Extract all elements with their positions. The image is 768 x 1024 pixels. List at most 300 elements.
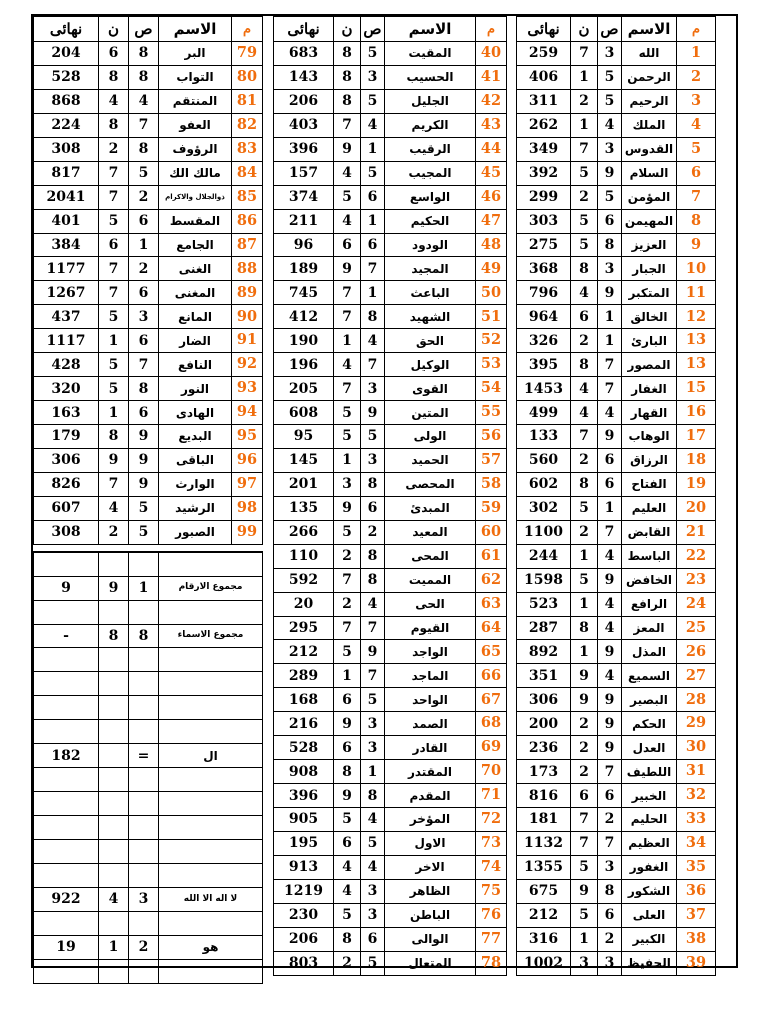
row-number: 44 <box>476 137 507 161</box>
name-cell: الحكم <box>622 712 677 736</box>
summary-n <box>99 768 129 792</box>
n-value: 8 <box>571 616 598 640</box>
row-number: 7 <box>677 185 716 209</box>
header-name: الاسم <box>385 17 476 42</box>
table-row <box>517 808 716 832</box>
name-cell: الصبور <box>159 520 232 544</box>
table-row <box>34 257 263 281</box>
name-cell: الصمد <box>385 712 476 736</box>
s-value: 9 <box>598 161 622 185</box>
n-value: 2 <box>334 544 361 568</box>
name-cell: المغنى <box>159 281 232 305</box>
final-value: 412 <box>274 305 334 329</box>
final-value: 1132 <box>517 831 571 855</box>
s-value: 9 <box>598 425 622 449</box>
n-value: 9 <box>334 137 361 161</box>
final-value: 168 <box>274 688 334 712</box>
final-value: 803 <box>274 951 334 975</box>
s-value: 5 <box>361 951 385 975</box>
table-row <box>34 496 263 520</box>
n-value: 6 <box>334 688 361 712</box>
summary-n <box>99 816 129 840</box>
header-n: ن <box>571 17 598 42</box>
final-value: 205 <box>274 377 334 401</box>
table-row <box>34 137 263 161</box>
table-row <box>34 185 263 209</box>
s-value: 3 <box>361 377 385 401</box>
n-value: 5 <box>571 855 598 879</box>
row-number: 74 <box>476 855 507 879</box>
summary-s: = <box>129 744 159 768</box>
summary-row <box>34 552 263 576</box>
row-number: 67 <box>476 688 507 712</box>
final-value: 826 <box>34 472 99 496</box>
row-number: 80 <box>232 65 263 89</box>
final-value: 195 <box>274 831 334 855</box>
s-value: 4 <box>598 401 622 425</box>
summary-row <box>34 839 263 863</box>
row-number: 29 <box>677 712 716 736</box>
row-number: 81 <box>232 89 263 113</box>
table-row <box>517 209 716 233</box>
n-value: 2 <box>571 520 598 544</box>
final-value: 1355 <box>517 855 571 879</box>
header-number: م <box>232 17 263 42</box>
row-number: 38 <box>677 927 716 951</box>
name-cell: المعيد <box>385 520 476 544</box>
final-value: 275 <box>517 233 571 257</box>
row-number: 82 <box>232 113 263 137</box>
name-cell: العليم <box>622 496 677 520</box>
name-cell: الودود <box>385 233 476 257</box>
summary-row <box>34 696 263 720</box>
summary-label <box>159 552 263 576</box>
row-number: 98 <box>232 496 263 520</box>
table-row <box>274 784 507 808</box>
s-value: 1 <box>361 209 385 233</box>
row-number: 78 <box>476 951 507 975</box>
s-value: 2 <box>598 808 622 832</box>
summary-final: 922 <box>34 887 99 911</box>
table-row <box>517 688 716 712</box>
table-row <box>34 42 263 66</box>
row-number: 34 <box>677 831 716 855</box>
s-value: 1 <box>129 233 159 257</box>
table-row <box>274 855 507 879</box>
n-value: 3 <box>571 951 598 975</box>
s-value: 7 <box>598 831 622 855</box>
row-number: 52 <box>476 329 507 353</box>
name-cell: الله <box>622 42 677 66</box>
final-value: 302 <box>517 496 571 520</box>
name-cell: النافع <box>159 353 232 377</box>
row-number: 22 <box>677 544 716 568</box>
summary-s <box>129 816 159 840</box>
table-row <box>517 448 716 472</box>
table-row <box>517 520 716 544</box>
table-row <box>517 712 716 736</box>
table-row <box>517 616 716 640</box>
summary-label <box>159 768 263 792</box>
table-row <box>274 688 507 712</box>
summary-label <box>159 816 263 840</box>
final-value: 964 <box>517 305 571 329</box>
s-value: 5 <box>598 185 622 209</box>
final-value: 406 <box>517 65 571 89</box>
row-number: 30 <box>677 736 716 760</box>
summary-s <box>129 839 159 863</box>
final-value: 299 <box>517 185 571 209</box>
name-cell: المؤمن <box>622 185 677 209</box>
final-value: 308 <box>34 520 99 544</box>
name-cell: الرافع <box>622 592 677 616</box>
s-value: 7 <box>598 353 622 377</box>
n-value: 2 <box>571 760 598 784</box>
s-value: 6 <box>129 281 159 305</box>
final-value: 396 <box>274 784 334 808</box>
name-cell: القيوم <box>385 616 476 640</box>
final-value: 607 <box>34 496 99 520</box>
table-row <box>34 353 263 377</box>
row-number: 28 <box>677 688 716 712</box>
row-number: 35 <box>677 855 716 879</box>
name-cell: القادر <box>385 736 476 760</box>
n-value: 7 <box>334 377 361 401</box>
final-value: 817 <box>34 161 99 185</box>
n-value: 1 <box>99 329 129 353</box>
n-value: 8 <box>571 472 598 496</box>
final-value: 349 <box>517 137 571 161</box>
summary-s <box>129 768 159 792</box>
summary-n <box>99 911 129 935</box>
n-value: 2 <box>99 520 129 544</box>
table-row <box>34 425 263 449</box>
name-cell: العدل <box>622 736 677 760</box>
n-value: 2 <box>571 329 598 353</box>
row-number: 68 <box>476 712 507 736</box>
summary-label: هو <box>159 935 263 959</box>
name-cell: المبدئ <box>385 496 476 520</box>
name-cell: المهيمن <box>622 209 677 233</box>
n-value: 8 <box>334 760 361 784</box>
name-cell: الوارث <box>159 472 232 496</box>
n-value: 5 <box>334 808 361 832</box>
n-value: 9 <box>334 784 361 808</box>
summary-final: - <box>34 624 99 648</box>
name-cell: الباسط <box>622 544 677 568</box>
gap-cell <box>232 544 263 552</box>
s-value: 6 <box>598 209 622 233</box>
table-row <box>34 65 263 89</box>
s-value: 4 <box>598 592 622 616</box>
n-value: 4 <box>334 353 361 377</box>
row-number: 93 <box>232 377 263 401</box>
name-cell: المصور <box>622 353 677 377</box>
n-value: 9 <box>334 712 361 736</box>
summary-label: مجموع الاسماء <box>159 624 263 648</box>
table-row <box>274 544 507 568</box>
s-value: 3 <box>598 855 622 879</box>
summary-label <box>159 839 263 863</box>
final-value: 236 <box>517 736 571 760</box>
table-row <box>274 185 507 209</box>
n-value: 8 <box>99 65 129 89</box>
row-number: 76 <box>476 903 507 927</box>
final-value: 796 <box>517 281 571 305</box>
s-value: 7 <box>361 616 385 640</box>
n-value: 5 <box>334 903 361 927</box>
table-row <box>274 831 507 855</box>
table-row <box>34 113 263 137</box>
row-number: 92 <box>232 353 263 377</box>
summary-s <box>129 911 159 935</box>
table-row <box>274 448 507 472</box>
n-value: 7 <box>99 185 129 209</box>
name-cell: الواحد <box>385 688 476 712</box>
final-value: 230 <box>274 903 334 927</box>
table-row <box>517 281 716 305</box>
s-value: 8 <box>129 65 159 89</box>
name-cell: البارئ <box>622 329 677 353</box>
final-value: 212 <box>274 640 334 664</box>
s-value: 9 <box>598 640 622 664</box>
summary-final <box>34 863 99 887</box>
n-value: 8 <box>334 927 361 951</box>
summary-row <box>34 600 263 624</box>
table-row <box>517 401 716 425</box>
n-value: 5 <box>99 353 129 377</box>
row-number: 25 <box>677 616 716 640</box>
row-number: 60 <box>476 520 507 544</box>
final-value: 216 <box>274 712 334 736</box>
row-number: 13 <box>677 329 716 353</box>
final-value: 528 <box>274 736 334 760</box>
name-cell: المعز <box>622 616 677 640</box>
s-value: 3 <box>361 879 385 903</box>
s-value: 4 <box>361 592 385 616</box>
final-value: 173 <box>517 760 571 784</box>
name-cell: المانع <box>159 305 232 329</box>
final-value: 316 <box>517 927 571 951</box>
row-number: 1 <box>677 42 716 66</box>
s-value: 9 <box>598 688 622 712</box>
n-value: 1 <box>571 544 598 568</box>
n-value: 6 <box>334 233 361 257</box>
n-value: 8 <box>571 353 598 377</box>
summary-row <box>34 887 263 911</box>
final-value: 592 <box>274 568 334 592</box>
n-value: 9 <box>334 496 361 520</box>
header-final: نهائى <box>517 17 571 42</box>
table-row <box>274 640 507 664</box>
table-row <box>517 831 716 855</box>
final-value: 110 <box>274 544 334 568</box>
final-value: 211 <box>274 209 334 233</box>
summary-row <box>34 959 263 983</box>
final-value: 437 <box>34 305 99 329</box>
summary-n <box>99 648 129 672</box>
row-number: 32 <box>677 784 716 808</box>
row-number: 50 <box>476 281 507 305</box>
final-value: 396 <box>274 137 334 161</box>
n-value: 5 <box>571 209 598 233</box>
summary-final <box>34 552 99 576</box>
name-cell: البر <box>159 42 232 66</box>
table-row <box>517 784 716 808</box>
s-value: 7 <box>598 377 622 401</box>
row-number: 73 <box>476 831 507 855</box>
row-number: 19 <box>677 472 716 496</box>
row-number: 20 <box>677 496 716 520</box>
n-value: 8 <box>99 425 129 449</box>
row-number: 86 <box>232 209 263 233</box>
row-number: 96 <box>232 448 263 472</box>
row-number: 83 <box>232 137 263 161</box>
n-value: 2 <box>99 137 129 161</box>
final-value: 560 <box>517 448 571 472</box>
final-value: 683 <box>274 42 334 66</box>
final-value: 179 <box>34 425 99 449</box>
table-row <box>34 401 263 425</box>
summary-label <box>159 959 263 983</box>
header-s: ص <box>598 17 622 42</box>
summary-final <box>34 768 99 792</box>
final-value: 908 <box>274 760 334 784</box>
n-value: 4 <box>99 89 129 113</box>
n-value: 9 <box>334 257 361 281</box>
name-cell: الكبير <box>622 927 677 951</box>
summary-final <box>34 792 99 816</box>
row-number: 18 <box>677 448 716 472</box>
n-value: 4 <box>334 879 361 903</box>
name-cell: الاخر <box>385 855 476 879</box>
row-number: 89 <box>232 281 263 305</box>
table-row <box>274 209 507 233</box>
gap-cell <box>34 544 99 552</box>
table-row <box>517 89 716 113</box>
header-number: م <box>476 17 507 42</box>
table-row <box>517 377 716 401</box>
summary-n: 1 <box>99 935 129 959</box>
table-row <box>274 472 507 496</box>
name-cell: الرحمن <box>622 65 677 89</box>
row-number: 37 <box>677 903 716 927</box>
s-value: 3 <box>598 42 622 66</box>
s-value: 5 <box>129 520 159 544</box>
table-row <box>34 89 263 113</box>
table-row <box>274 616 507 640</box>
n-value: 7 <box>334 305 361 329</box>
summary-n <box>99 839 129 863</box>
table-row <box>274 89 507 113</box>
name-cell: القهار <box>622 401 677 425</box>
name-cell: الحفيظ <box>622 951 677 975</box>
row-number: 72 <box>476 808 507 832</box>
n-value: 5 <box>334 401 361 425</box>
table-row <box>517 903 716 927</box>
s-value: 5 <box>598 89 622 113</box>
summary-final <box>34 672 99 696</box>
summary-n: 4 <box>99 887 129 911</box>
s-value: 7 <box>598 520 622 544</box>
summary-s: 8 <box>129 624 159 648</box>
summary-label <box>159 672 263 696</box>
table-row <box>517 592 716 616</box>
row-number: 75 <box>476 879 507 903</box>
summary-label <box>159 648 263 672</box>
table-row <box>274 592 507 616</box>
header-number: م <box>677 17 716 42</box>
table-row <box>274 401 507 425</box>
s-value: 6 <box>361 185 385 209</box>
s-value: 8 <box>361 305 385 329</box>
summary-final <box>34 696 99 720</box>
s-value: 3 <box>361 448 385 472</box>
s-value: 1 <box>598 305 622 329</box>
s-value: 6 <box>598 784 622 808</box>
n-value: 1 <box>571 65 598 89</box>
final-value: 1117 <box>34 329 99 353</box>
final-value: 244 <box>517 544 571 568</box>
s-value: 9 <box>598 281 622 305</box>
name-cell: السلام <box>622 161 677 185</box>
n-value: 1 <box>571 927 598 951</box>
name-cell: المحصى <box>385 472 476 496</box>
table-row <box>274 425 507 449</box>
summary-s <box>129 959 159 983</box>
summary-s <box>129 696 159 720</box>
s-value: 5 <box>361 425 385 449</box>
name-cell: الرزاق <box>622 448 677 472</box>
tables-container <box>33 16 736 972</box>
s-value: 7 <box>361 664 385 688</box>
n-value: 6 <box>334 736 361 760</box>
n-value: 7 <box>99 257 129 281</box>
table-row <box>274 377 507 401</box>
s-value: 8 <box>129 42 159 66</box>
s-value: 6 <box>598 448 622 472</box>
row-number: 26 <box>677 640 716 664</box>
row-number: 2 <box>677 65 716 89</box>
name-cell: القابض <box>622 520 677 544</box>
name-cell: المذل <box>622 640 677 664</box>
n-value: 1 <box>571 592 598 616</box>
name-cell: النور <box>159 377 232 401</box>
final-value: 96 <box>274 233 334 257</box>
row-number: 27 <box>677 664 716 688</box>
name-cell: الوكيل <box>385 353 476 377</box>
row-number: 21 <box>677 520 716 544</box>
table-row <box>274 664 507 688</box>
names-sheet <box>31 14 738 972</box>
final-value: 212 <box>517 903 571 927</box>
table-row <box>517 855 716 879</box>
table-row <box>274 42 507 66</box>
summary-n <box>99 696 129 720</box>
final-value: 224 <box>34 113 99 137</box>
row-number: 69 <box>476 736 507 760</box>
summary-final <box>34 911 99 935</box>
final-value: 403 <box>274 113 334 137</box>
row-number: 65 <box>476 640 507 664</box>
s-value: 8 <box>361 568 385 592</box>
name-cell: المميت <box>385 568 476 592</box>
summary-s <box>129 648 159 672</box>
name-cell: المتين <box>385 401 476 425</box>
table-row <box>34 520 263 544</box>
final-value: 204 <box>34 42 99 66</box>
summary-s <box>129 863 159 887</box>
